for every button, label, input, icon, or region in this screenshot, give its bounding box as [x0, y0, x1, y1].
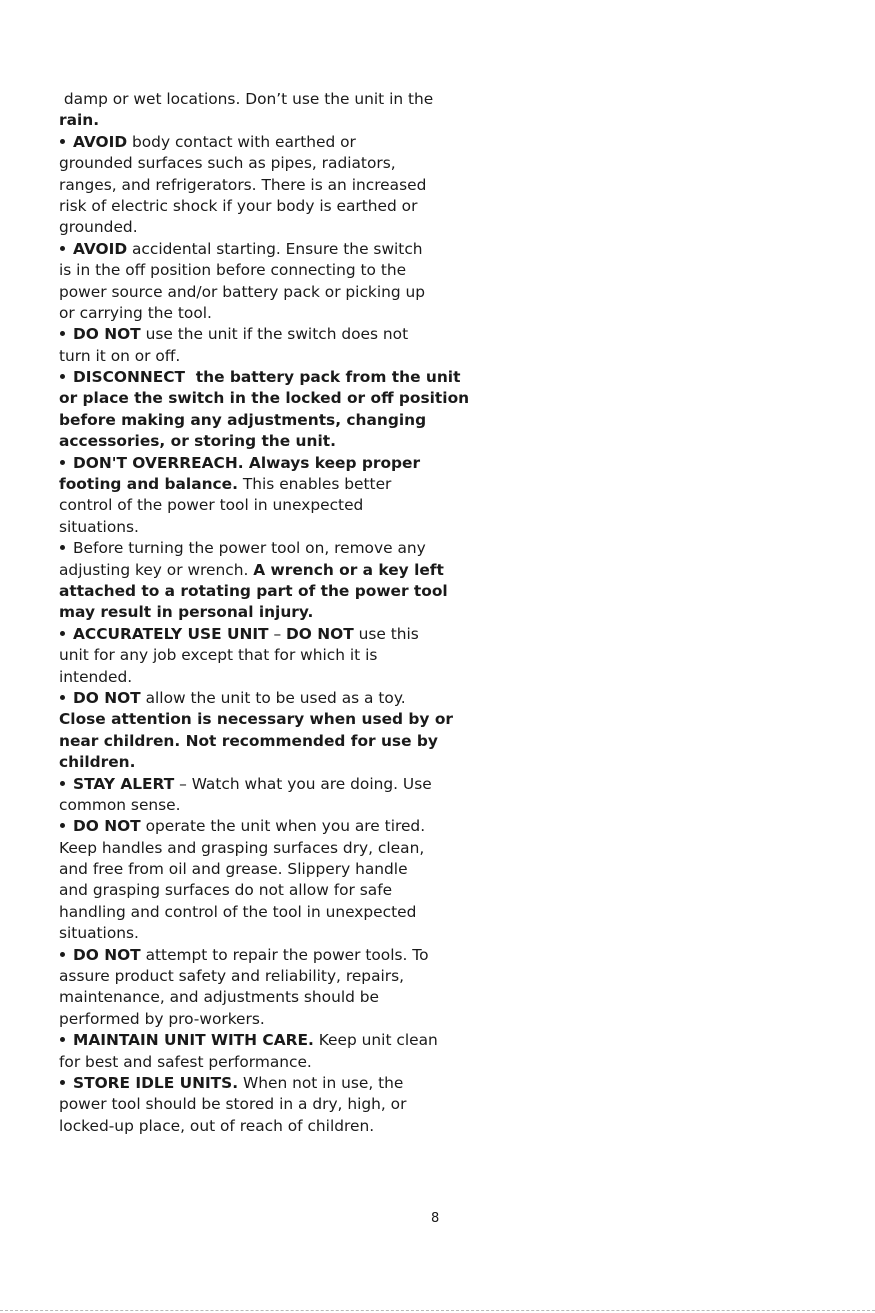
text-line	[59, 560, 444, 581]
bullet-icon	[60, 823, 65, 828]
emphasis-text: AVOID	[73, 239, 128, 258]
text-line	[59, 153, 429, 174]
body-text: use this	[353, 624, 419, 643]
emphasis-text: children.	[59, 753, 136, 772]
emphasis-text: DO NOT	[73, 688, 141, 707]
text-line	[59, 581, 448, 602]
bullet-icon	[60, 781, 65, 786]
text-line	[59, 495, 429, 516]
body-text: Keep unit clean	[313, 1031, 438, 1050]
text-line	[59, 89, 434, 110]
emphasis-text: DO NOT	[286, 624, 354, 643]
body-text: situations.	[59, 517, 139, 536]
text-line	[59, 282, 429, 303]
body-text: locked-up place, out of reach of children.	[59, 1116, 375, 1135]
body-text: grounded surfaces such as pipes, radiators,	[59, 154, 396, 173]
bullet-item-line	[59, 1030, 438, 1051]
bullet-item-line	[59, 132, 429, 153]
text-line	[59, 731, 438, 752]
emphasis-text: before making any adjustments, changing	[59, 410, 427, 429]
emphasis-text: may result in personal injury.	[59, 603, 314, 622]
body-text: allow the unit to be used as a toy.	[140, 688, 406, 707]
bullet-item-line	[59, 688, 429, 709]
bullet-icon	[60, 695, 65, 700]
body-text: is in the off position before connecting to the	[59, 261, 407, 280]
body-text: – Watch what you are doing. Use	[174, 774, 432, 793]
emphasis-text: DO NOT	[73, 817, 141, 836]
text-line	[59, 196, 429, 217]
text-line	[59, 474, 429, 495]
body-text: handling and control of the tool in unexpected	[59, 902, 417, 921]
body-text: ranges, and refrigerators. There is an increased	[59, 175, 427, 194]
emphasis-text: STORE IDLE UNITS.	[73, 1073, 239, 1092]
emphasis-text: DO NOT	[73, 325, 141, 344]
emphasis-text: AVOID	[73, 132, 128, 151]
body-text: Before turning the power tool on, remove any	[73, 539, 426, 558]
body-text: and grasping surfaces do not allow for safe	[59, 881, 393, 900]
bullet-icon	[60, 1080, 65, 1085]
text-line	[59, 1116, 429, 1137]
bullet-icon	[60, 246, 65, 251]
emphasis-text: accessories, or storing the unit.	[59, 432, 336, 451]
body-text: situations.	[59, 924, 139, 943]
emphasis-text: near children. Not recommended for use by	[59, 731, 438, 750]
body-text: assure product safety and reliability, repairs,	[59, 967, 405, 986]
text-line	[59, 880, 429, 901]
body-text: maintenance, and adjustments should be	[59, 988, 380, 1007]
body-text: common sense.	[59, 795, 181, 814]
text-line	[59, 709, 453, 730]
emphasis-text: DISCONNECT the battery pack from the unit	[73, 368, 461, 387]
page-number: 8	[431, 1211, 440, 1226]
body-text: power tool should be stored in a dry, high, or	[59, 1095, 407, 1114]
bullet-item-line	[59, 774, 432, 795]
emphasis-text: attached to a rotating part of the power tool	[59, 581, 448, 600]
emphasis-text: ACCURATELY USE UNIT	[73, 624, 269, 643]
text-line	[59, 902, 429, 923]
text-line	[59, 838, 429, 859]
emphasis-text: DON'T OVERREACH. Always keep proper	[73, 453, 421, 472]
bullet-item-line	[59, 538, 429, 559]
body-text: adjusting key or wrench.	[59, 560, 254, 579]
bullet-item-line	[59, 624, 429, 645]
body-text: intended.	[59, 667, 133, 686]
body-text: damp or wet locations. Don’t use the unit in the	[59, 90, 434, 108]
body-text: unit for any job except that for which it is	[59, 646, 378, 665]
page-bottom-rule	[0, 1310, 875, 1311]
emphasis-text: A wrench or a key left	[253, 560, 444, 579]
body-text: risk of electric shock if your body is earthed or	[59, 196, 418, 215]
text-line	[59, 431, 429, 452]
bullet-item-line	[59, 367, 461, 388]
text-line	[59, 602, 429, 623]
bullet-item-line	[59, 816, 429, 837]
emphasis-text: footing and balance.	[59, 475, 238, 494]
body-text: body contact with earthed or	[127, 132, 356, 151]
text-line	[59, 410, 429, 431]
text-line	[59, 667, 429, 688]
text-line	[59, 1094, 429, 1115]
safety-instructions-text	[59, 89, 470, 1137]
body-text: turn it on or off.	[59, 346, 181, 365]
text-line	[59, 303, 429, 324]
text-line	[59, 966, 429, 987]
text-line	[59, 388, 470, 409]
emphasis-text: MAINTAIN UNIT WITH CARE.	[73, 1031, 314, 1050]
body-text: use the unit if the switch does not	[140, 325, 409, 344]
body-text: Keep handles and grasping surfaces dry, clean,	[59, 838, 425, 857]
bullet-item-line	[59, 324, 429, 345]
text-line	[59, 645, 429, 666]
bullet-icon	[60, 1037, 65, 1042]
body-text: performed by pro-workers.	[59, 1009, 265, 1028]
text-line	[59, 260, 429, 281]
text-line	[59, 795, 429, 816]
emphasis-text: or place the switch in the locked or off position	[59, 389, 470, 408]
bullet-item-line	[59, 453, 429, 474]
text-line	[59, 1052, 429, 1073]
body-text: accidental starting. Ensure the switch	[127, 239, 423, 258]
bullet-icon	[60, 374, 65, 379]
text-line	[59, 175, 429, 196]
bullet-icon	[60, 460, 65, 465]
body-text: This enables better	[237, 475, 392, 494]
bullet-icon	[60, 631, 65, 636]
body-text: control of the power tool in unexpected	[59, 496, 364, 515]
body-text: grounded.	[59, 218, 138, 237]
body-text: attempt to repair the power tools. To	[140, 945, 429, 964]
text-line	[59, 859, 429, 880]
emphasis-text: STAY ALERT	[73, 774, 175, 793]
text-line	[59, 923, 429, 944]
body-text: –	[268, 624, 287, 643]
bullet-item-line	[59, 239, 429, 260]
emphasis-text: Close attention is necessary when used by or	[59, 710, 453, 729]
bullet-icon	[60, 952, 65, 957]
body-text: or carrying the tool.	[59, 303, 212, 322]
body-text: When not in use, the	[238, 1073, 404, 1092]
text-line	[59, 987, 429, 1008]
text-line	[59, 346, 429, 367]
bullet-icon	[60, 545, 65, 550]
text-line	[59, 517, 429, 538]
bullet-item-line	[59, 1073, 429, 1094]
bullet-icon	[60, 331, 65, 336]
body-text: for best and safest performance.	[59, 1052, 312, 1071]
text-line	[59, 217, 429, 238]
bullet-icon	[60, 139, 65, 144]
body-text: power source and/or battery pack or picking up	[59, 282, 426, 301]
body-text: and free from oil and grease. Slippery handle	[59, 860, 408, 879]
body-text: operate the unit when you are tired.	[140, 817, 426, 836]
emphasis-text: rain.	[59, 111, 100, 130]
emphasis-text: DO NOT	[73, 945, 141, 964]
bullet-item-line	[59, 945, 429, 966]
text-line	[59, 1009, 429, 1030]
text-line	[59, 752, 429, 773]
text-line	[59, 110, 429, 131]
